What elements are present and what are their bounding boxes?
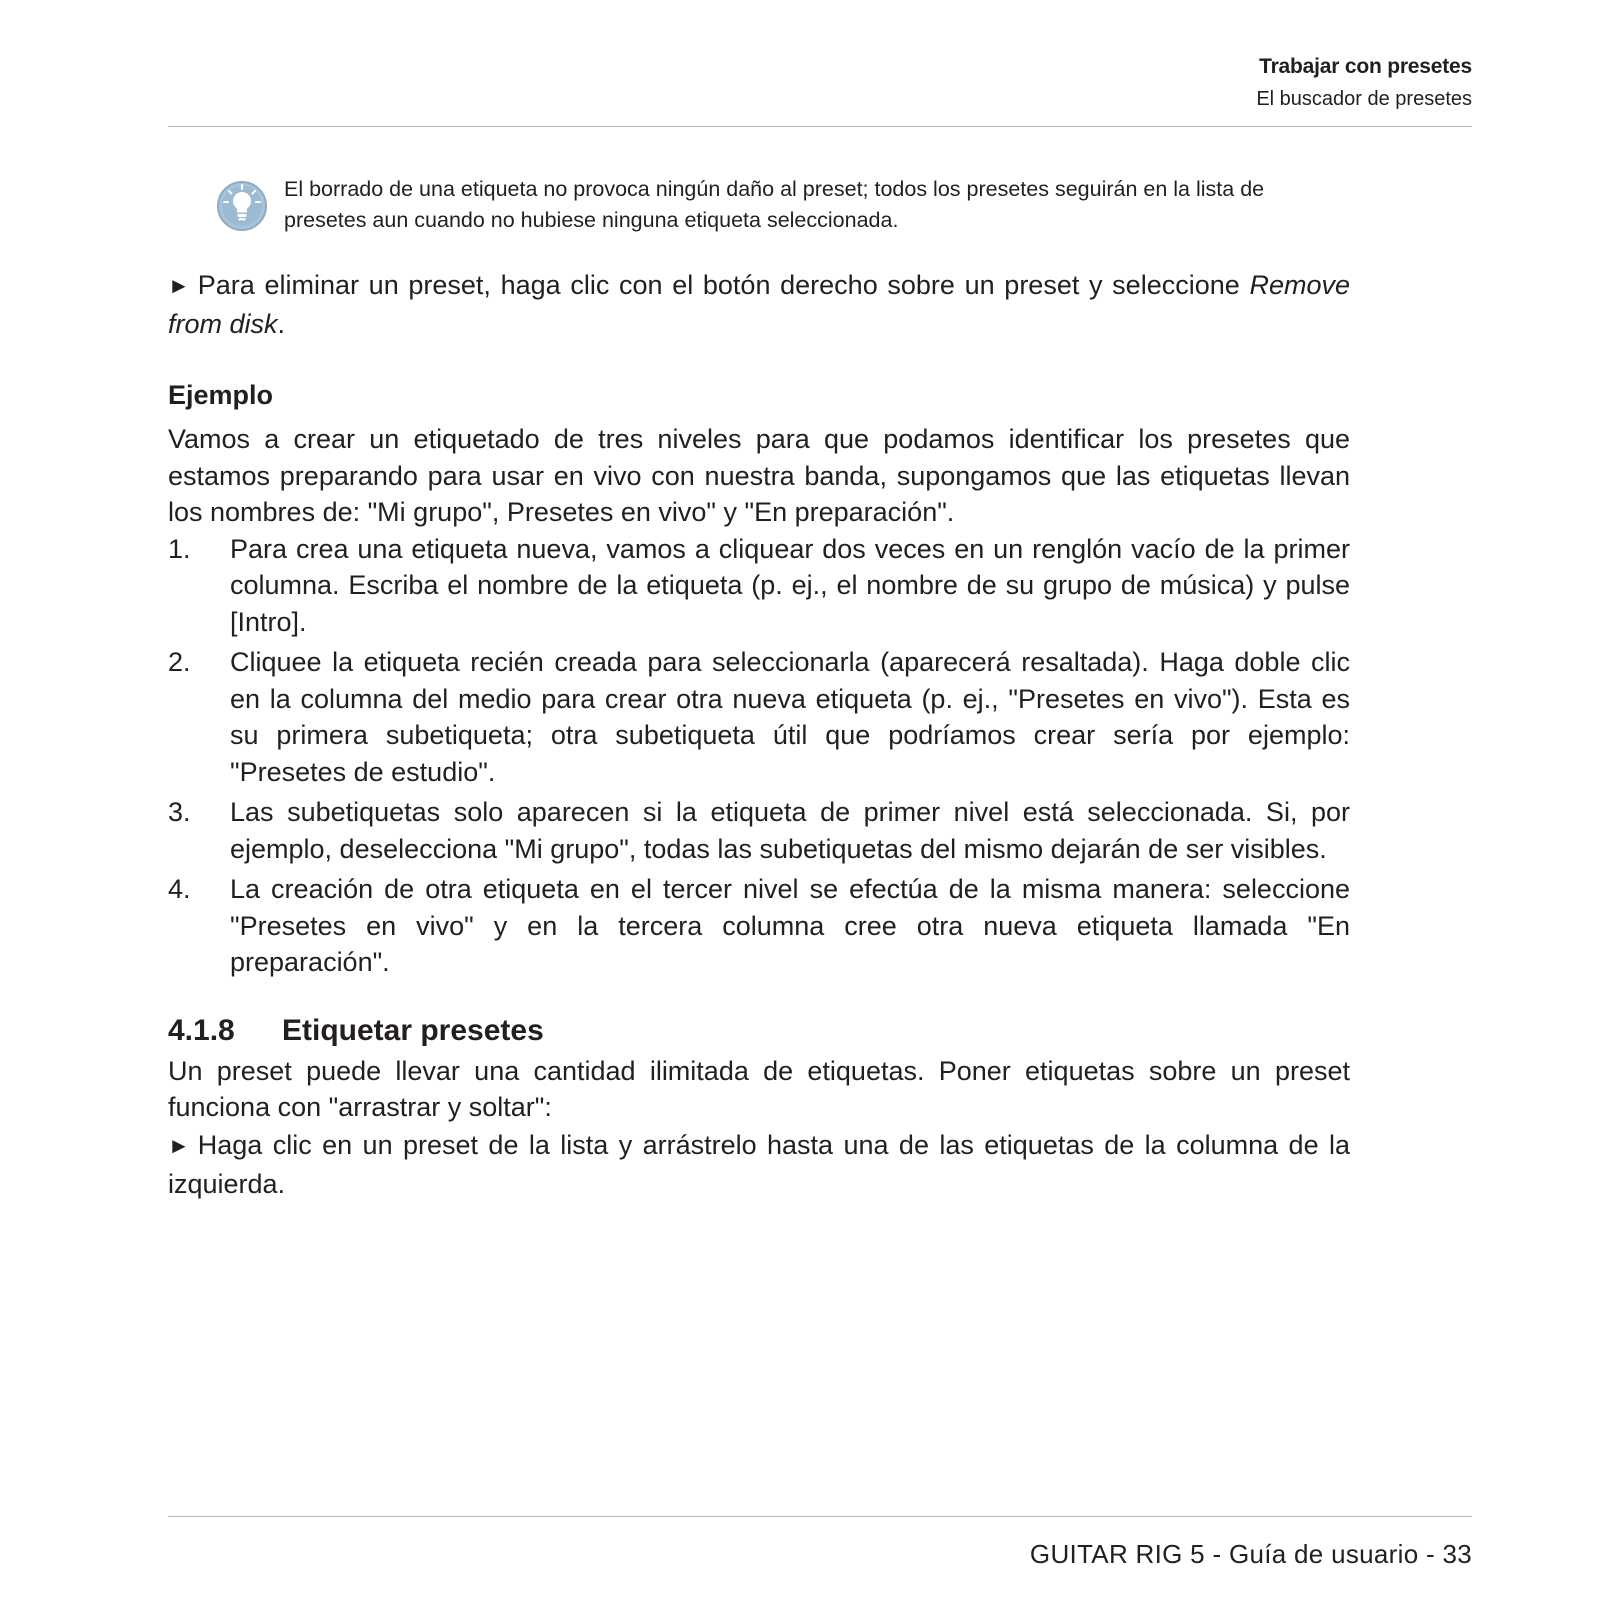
- step-text: La creación de otra etiqueta en el tercer nivel se efectúa de la misma manera: seleccione "Presetes en vivo" y en la tercera columna cree otra nueva etiqueta llamada "En preparación".: [230, 874, 1350, 977]
- steps-list: [168, 531, 1350, 981]
- header-divider: [168, 126, 1472, 127]
- section-number: 4.1.8: [168, 1013, 235, 1047]
- list-item: [168, 794, 1350, 867]
- list-item: [168, 871, 1350, 981]
- example-heading: Ejemplo: [168, 380, 274, 410]
- lightbulb-icon: [216, 180, 268, 232]
- section-heading-title: Etiquetar presetes: [282, 1013, 544, 1047]
- action-arrow-icon: ►: [168, 273, 190, 298]
- tag-instruction-text: Haga clic en un preset de la lista y arrástrelo hasta una de las etiquetas de la columna de la izquierda.: [168, 1129, 1350, 1199]
- page-header: [168, 52, 1472, 116]
- step-number: 4.: [168, 874, 191, 904]
- sentence-end: .: [277, 309, 286, 339]
- step-number: 1.: [168, 533, 191, 564]
- step-text: Cliquee la etiqueta recién creada para seleccionarla (aparecerá resaltada). Haga doble clic en la columna del medio para crear otra nueva etiqueta (p. ej., "Presetes en vivo"). Esta es su primera subetiqueta; otra subetiqueta útil que podríamos crear sería por ejemplo: "Presetes de estudio".: [230, 647, 1350, 787]
- example-intro: Vamos a crear un etiquetado de tres niveles para que podamos identificar los presetes que estamos preparando para usar en vivo con nuestra banda, supongamos que las etiquetas llevan los nombres de: "Mi grupo", Presetes en vivo" y "En preparación".: [168, 424, 1350, 527]
- section-heading: [168, 1011, 1350, 1051]
- step-text: Para crea una etiqueta nueva, vamos a cliquear dos veces en un renglón vacío de la primer columna. Escriba el nombre de la etiqueta (p. ej., el nombre de su grupo de música) y pulse [Intro].: [230, 533, 1350, 637]
- section-intro: Un preset puede llevar una cantidad ilimitada de etiquetas. Poner etiquetas sobre un preset funciona con "arrastrar y soltar":: [168, 1055, 1350, 1122]
- step-number: 2.: [168, 647, 191, 677]
- list-item: [168, 644, 1350, 790]
- remove-instruction: [168, 266, 1350, 343]
- action-arrow-icon: ►: [168, 1132, 190, 1158]
- page-content: [168, 266, 1350, 1203]
- chapter-title: Trabajar con presetes: [1259, 55, 1472, 78]
- step-number: 3.: [168, 797, 191, 827]
- section-title: El buscador de presetes: [1256, 88, 1472, 110]
- footer-divider: [168, 1516, 1472, 1517]
- tag-instruction: [168, 1126, 1350, 1203]
- page-footer: GUITAR RIG 5 - Guía de usuario - 33: [1029, 1539, 1472, 1569]
- menu-item-reference: Remove from disk: [168, 270, 1350, 339]
- step-text: Las subetiquetas solo aparecen si la etiqueta de primer nivel está seleccionada. Si, por ejemplo, deselecciona "Mi grupo", todas las subetiquetas del mismo dejarán de ser visibles.: [230, 797, 1350, 864]
- remove-instruction-text: Para eliminar un preset, haga clic con el botón derecho sobre un preset y seleccione: [197, 270, 1240, 300]
- tip-text: El borrado de una etiqueta no provoca ningún daño al preset; todos los presetes seguirán en la lista de presetes aun cuando no hubiese ninguna etiqueta seleccionada.: [284, 177, 1265, 232]
- list-item: [168, 531, 1350, 641]
